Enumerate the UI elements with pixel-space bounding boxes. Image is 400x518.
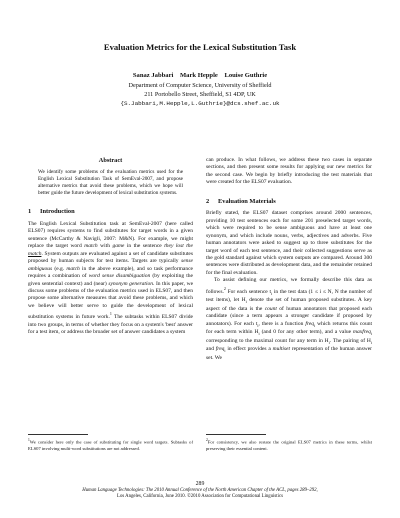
paper-title: Evaluation Metrics for the Lexical Substitution Task <box>103 42 297 52</box>
footnote-rule <box>206 434 266 435</box>
footnote-rule <box>28 434 88 435</box>
page-number: 289 <box>195 481 205 487</box>
section-heading-introduction <box>28 208 193 215</box>
footnote-marker: 1 <box>109 311 112 317</box>
section-heading-materials <box>206 198 372 205</box>
abstract-text: We identify some problems of the evaluation metrics used for the English Lexical Substitution Task of SemEval-2007, and propose alternative metrics that avoid these problems, which we hope will better guide the future development of lexical substitution systems. <box>38 169 183 197</box>
definitions-paragraph: To assist defining our metrics, we formally describe this data as follows.$^2$ For each sentence $t_i$ in the test data (1 ≤ i ≤ N, N the number of test items), let $H_i$ denote the set of human proposed substitutes. A key aspect of the data is the count of human annotators that proposed each candidate (since a term appears a stronger candidate if proposed by annotators). For each $t_i$, there is a function freq$_i$ which returns this count for each term within $H_i$ (and 0 for any other term), and a value maxfreq$_i$ corresponding to the maximal count for any term in $H_i$. The pairing of $H_i$ and freq$_i$ in effect provides a multiset representation of the human answer set. We <box>206 277 373 361</box>
affiliation-line: 211 Portobello Street, Sheffield, S1 4DP, UK <box>144 91 256 98</box>
right-column <box>206 157 372 362</box>
affiliation-block <box>0 81 400 108</box>
affiliation-line: Department of Computer Science, University of Sheffield <box>128 82 272 89</box>
footnote-marker: 2 <box>223 285 226 291</box>
intro-paragraph: The English Lexical Substitution task at SemEval-2007 (here called ELS07) requires systems to find substitutes for target words in a given sentence (McCarthy & Navigli, 2007: M&N). For example, we might replace the target word match with game in the sentence they lost the match. System outputs are evaluated against a set of candidate substitutes proposed by human subjects for test items. Targets are typically sense ambiguous (e.g. match in the above example), and so task performance requires a combination of word sense disambiguation (by exploiting the given sentential context) and (near) synonym generation. In this paper, we discuss some problems of the evaluation metrics used in ELS07, and then propose some alternative measures that avoid these problems, and which we believe will better serve to guide the development of lexical substitution systems in future work.$^1$ The subtasks within ELS07 divide into two groups, in terms of whether they focus on a system's 'best' answer for a test item, or address the broader set of answer candidates a system <box>28 220 194 336</box>
section-number: 2 <box>206 197 210 205</box>
author-email: {S.Jabbari,M.Hepple,L.Guthrie}@dcs.shef.ac.uk <box>120 100 280 107</box>
section-number: 1 <box>28 208 32 216</box>
intro-paragraph-continued: can produce. In what follows, we address these two cases in separate sections, and then present some results for applying our new metrics for the second case. We begin by briefly introducing the test materials that were created for the ELS07 evaluation. <box>206 157 372 186</box>
section-title: Evaluation Materials <box>218 197 276 205</box>
materials-paragraph: Briefly stated, the ELS07 dataset comprises around 2000 sentences, providing 10 test sentences each for some 201 preselected target words, which were required to be sense ambiguous and have at least one synonym, and which include nouns, verbs, adjectives and adverbs. Five human annotators were asked to suggest up to three substitutes for the target word of each test sentence, and their collected suggestions serve as the gold standard against which system outputs are compared. Around 300 sentences were distributed as development data, and the remainder retained for the final evaluation. <box>206 210 372 276</box>
section-title: Introduction <box>40 208 75 216</box>
footnote-2: $^2$For consistency, we also restate the original ELS07 metrics in these terms, whilst preserving their essential content. <box>206 438 372 451</box>
left-column <box>28 157 193 337</box>
author-list: Sanaz Jabbari Mark Hepple Louise Guthrie <box>132 72 268 79</box>
abstract-heading: Abstract <box>98 157 123 164</box>
proceedings-footer: Human Language Technologies: The 2010 Annual Conference of the North American Chapter of the ACL, pages 289–292, Los Angeles, California, June 2010. ©2010 Association for Computational Linguistics <box>82 488 318 500</box>
footnote-1: $^1$We consider here only the case of substituting for single word targets. Subtasks of ELS07 involving multi-word substitutions are not addressed. <box>28 438 193 451</box>
